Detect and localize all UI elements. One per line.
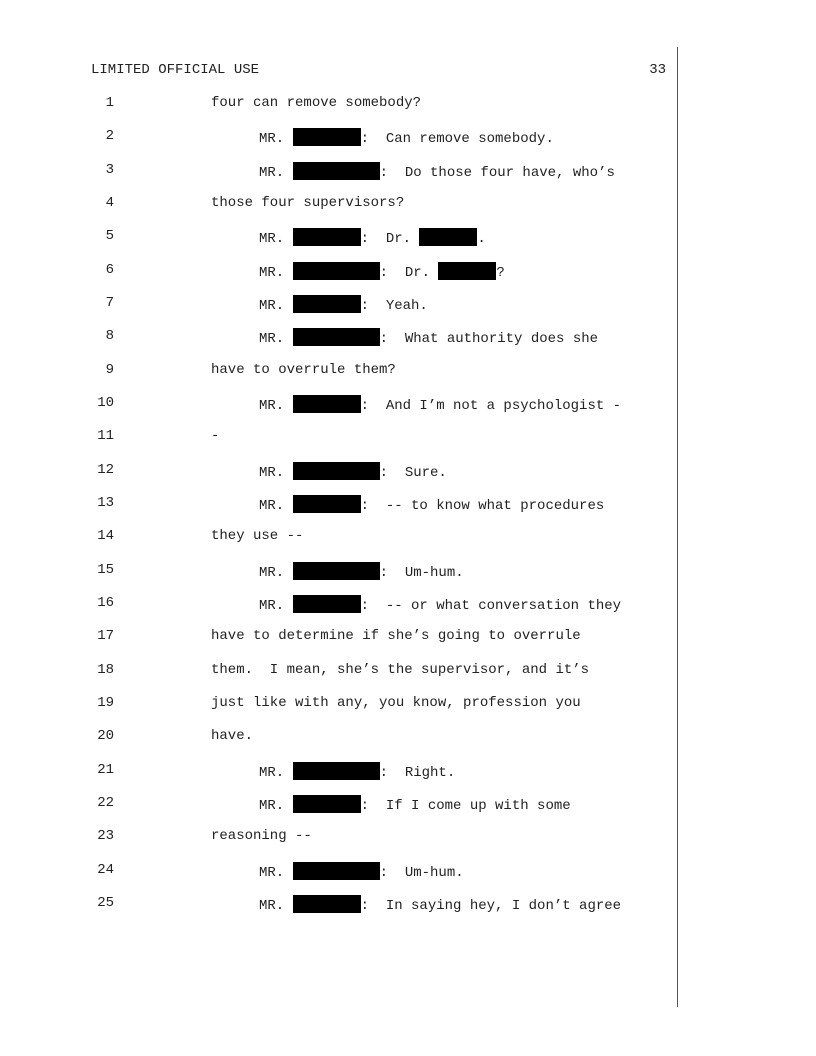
line-number: 5 — [105, 228, 114, 244]
line-text: : Um-hum. — [379, 565, 464, 581]
line-suffix: . — [477, 231, 486, 247]
header-classification: LIMITED OFFICIAL USE — [91, 62, 260, 78]
transcript-line — [0, 228, 816, 250]
transcript-line — [0, 728, 816, 750]
speaker-line — [259, 495, 604, 514]
line-text: - — [211, 428, 220, 444]
transcript-line — [0, 95, 816, 117]
redaction-block — [293, 128, 361, 146]
redaction-block — [293, 228, 361, 246]
line-text: have. — [211, 728, 254, 744]
speaker-prefix: MR. — [259, 465, 293, 481]
speaker-prefix: MR. — [259, 865, 293, 881]
speaker-prefix: MR. — [259, 498, 293, 514]
transcript-line — [0, 795, 816, 817]
line-number: 8 — [105, 328, 114, 344]
transcript-line — [0, 295, 816, 317]
speaker-prefix: MR. — [259, 598, 293, 614]
line-text: : If I come up with some — [360, 798, 571, 814]
speaker-line — [259, 162, 615, 181]
transcript-line — [0, 395, 816, 417]
speaker-prefix: MR. — [259, 165, 293, 181]
transcript-line — [0, 862, 816, 884]
speaker-line — [259, 762, 455, 781]
redaction-block — [293, 495, 361, 513]
line-text: : Can remove somebody. — [360, 131, 554, 147]
transcript-line — [0, 195, 816, 217]
line-number: 1 — [105, 95, 114, 111]
speaker-prefix: MR. — [259, 231, 293, 247]
speaker-prefix: MR. — [259, 298, 293, 314]
redaction-block — [438, 262, 496, 280]
speaker-prefix: MR. — [259, 331, 293, 347]
transcript-line — [0, 128, 816, 150]
speaker-prefix: MR. — [259, 765, 293, 781]
line-text: : And I’m not a psychologist - — [360, 398, 622, 414]
speaker-line — [259, 562, 464, 581]
line-number: 17 — [97, 628, 114, 644]
line-text: have to determine if she’s going to overrule — [211, 628, 581, 644]
line-number: 10 — [97, 395, 114, 411]
speaker-line — [259, 795, 571, 814]
line-text: four can remove somebody? — [211, 95, 422, 111]
speaker-prefix: MR. — [259, 131, 293, 147]
transcript-line — [0, 895, 816, 917]
transcript-line — [0, 695, 816, 717]
line-text: those four supervisors? — [211, 195, 405, 211]
transcript-line — [0, 428, 816, 450]
speaker-prefix: MR. — [259, 265, 293, 281]
line-number: 6 — [105, 262, 114, 278]
line-text: : Um-hum. — [379, 865, 464, 881]
redaction-block — [419, 228, 477, 246]
line-text: them. I mean, she’s the supervisor, and it’s — [211, 662, 590, 678]
line-text: : Dr. — [379, 265, 439, 281]
line-number: 14 — [97, 528, 114, 544]
line-number: 11 — [97, 428, 114, 444]
transcript-line — [0, 662, 816, 684]
speaker-line — [259, 328, 598, 347]
transcript-line — [0, 828, 816, 850]
redaction-block — [293, 562, 380, 580]
redaction-block — [293, 328, 380, 346]
speaker-prefix: MR. — [259, 565, 293, 581]
page-number: 33 — [649, 62, 666, 78]
transcript-line — [0, 362, 816, 384]
line-number: 13 — [97, 495, 114, 511]
line-number: 16 — [97, 595, 114, 611]
line-number: 19 — [97, 695, 114, 711]
redaction-block — [293, 862, 380, 880]
line-text: : -- to know what procedures — [360, 498, 605, 514]
line-number: 4 — [105, 195, 114, 211]
transcript-line — [0, 495, 816, 517]
line-text: have to overrule them? — [211, 362, 396, 378]
line-number: 7 — [105, 295, 114, 311]
line-text: : What authority does she — [379, 331, 599, 347]
line-number: 18 — [97, 662, 114, 678]
line-number: 20 — [97, 728, 114, 744]
line-text: : Do those four have, who’s — [379, 165, 615, 181]
transcript-line — [0, 595, 816, 617]
line-number: 21 — [97, 762, 114, 778]
line-text: : Dr. — [360, 231, 420, 247]
speaker-line — [259, 128, 554, 147]
line-text: they use -- — [211, 528, 304, 544]
transcript-line — [0, 562, 816, 584]
transcript-line — [0, 262, 816, 284]
speaker-prefix: MR. — [259, 798, 293, 814]
speaker-prefix: MR. — [259, 398, 293, 414]
line-number: 2 — [105, 128, 114, 144]
line-number: 24 — [97, 862, 114, 878]
speaker-line — [259, 462, 447, 481]
line-text: reasoning -- — [211, 828, 312, 844]
redaction-block — [293, 295, 361, 313]
transcript-line — [0, 162, 816, 184]
line-number: 15 — [97, 562, 114, 578]
transcript-line — [0, 762, 816, 784]
redaction-block — [293, 262, 380, 280]
speaker-line — [259, 228, 486, 247]
line-text: just like with any, you know, profession you — [211, 695, 581, 711]
redaction-block — [293, 162, 380, 180]
transcript-line — [0, 462, 816, 484]
speaker-line — [259, 295, 428, 314]
speaker-line — [259, 395, 621, 414]
line-number: 3 — [105, 162, 114, 178]
line-text: : Yeah. — [360, 298, 428, 314]
redaction-block — [293, 895, 361, 913]
speaker-line — [259, 895, 621, 914]
line-number: 12 — [97, 462, 114, 478]
redaction-block — [293, 795, 361, 813]
transcript-line — [0, 628, 816, 650]
line-suffix: ? — [496, 265, 505, 281]
line-text: : -- or what conversation they — [360, 598, 622, 614]
speaker-prefix: MR. — [259, 898, 293, 914]
line-number: 22 — [97, 795, 114, 811]
redaction-block — [293, 762, 380, 780]
line-text: : Sure. — [379, 465, 447, 481]
speaker-line — [259, 262, 505, 281]
line-number: 9 — [105, 362, 114, 378]
speaker-line — [259, 862, 464, 881]
line-number: 25 — [97, 895, 114, 911]
line-text: : Right. — [379, 765, 456, 781]
transcript-line — [0, 328, 816, 350]
redaction-block — [293, 462, 380, 480]
line-number: 23 — [97, 828, 114, 844]
speaker-line — [259, 595, 621, 614]
redaction-block — [293, 395, 361, 413]
transcript-line — [0, 528, 816, 550]
line-text: : In saying hey, I don’t agree — [360, 898, 622, 914]
redaction-block — [293, 595, 361, 613]
